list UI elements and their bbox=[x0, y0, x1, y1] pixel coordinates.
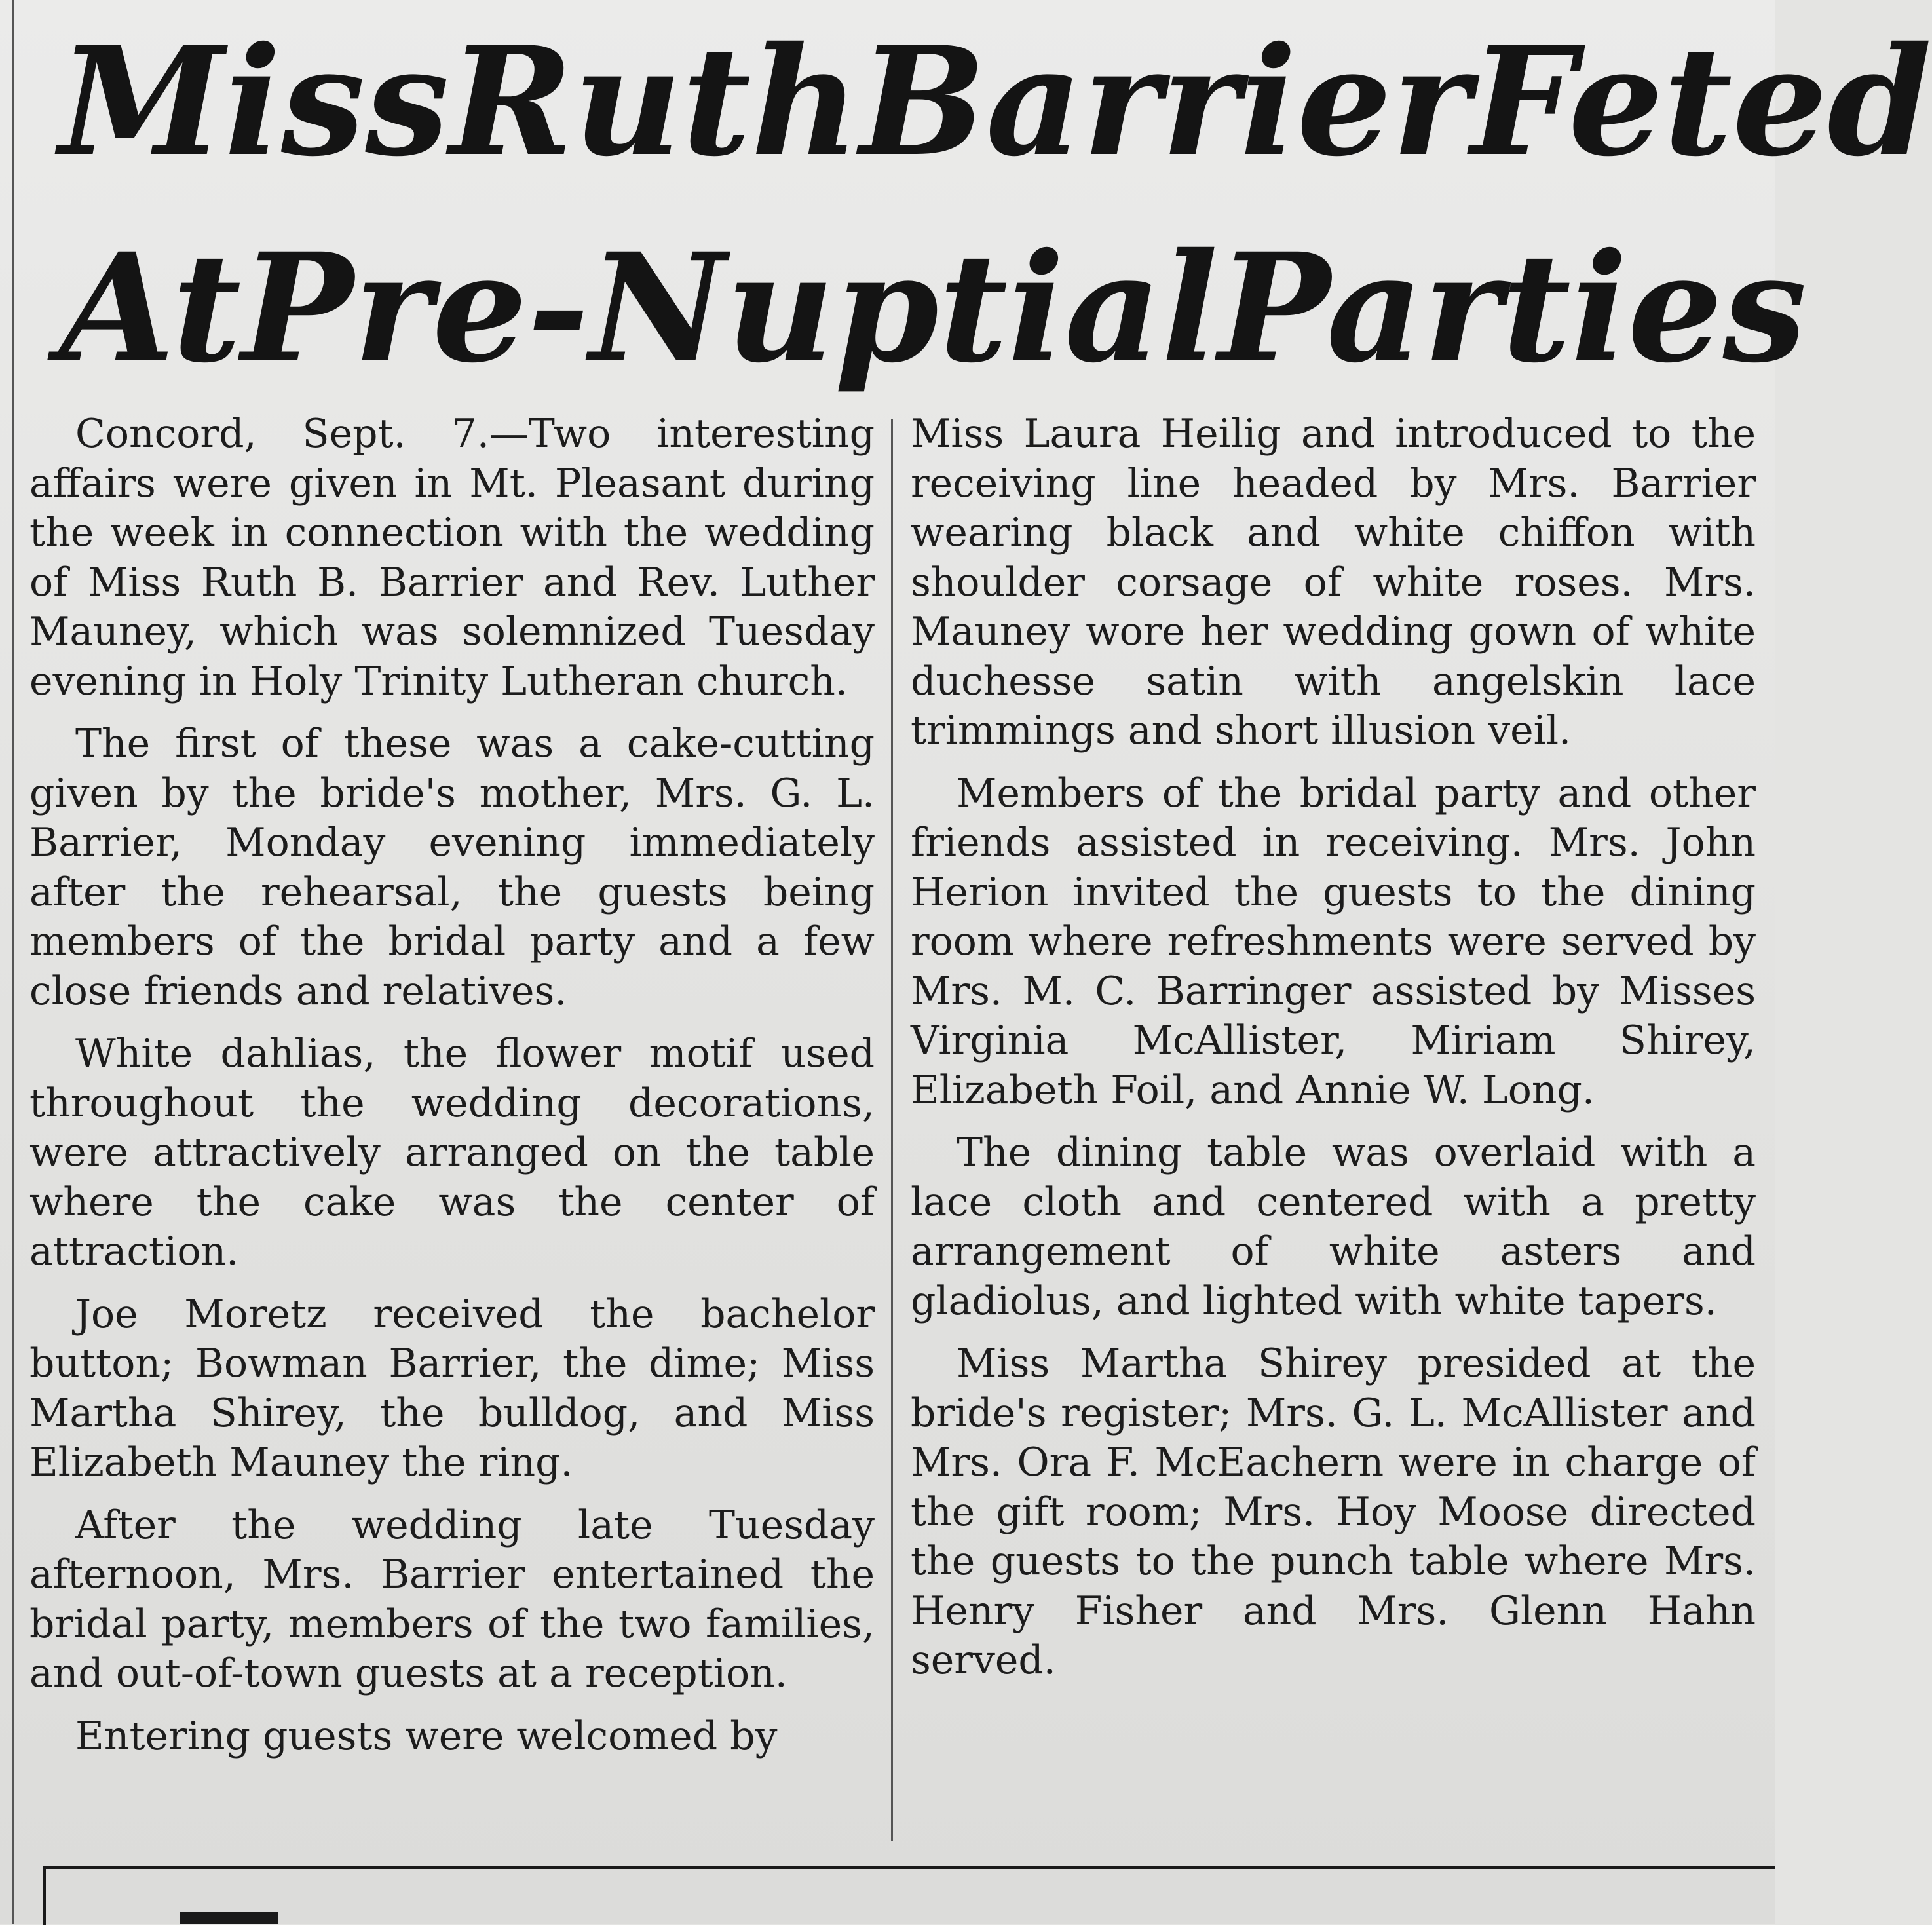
paragraph: Members of the bridal party and other friends assisted in receiving. Mrs. John Herion invited the guests to the dining room where refreshments were served by Mrs. M. C. Barringer assisted by Misses Virginia McAllister, Miriam Shirey, Elizabeth Foil, and Annie W. Long. bbox=[911, 770, 1756, 1113]
headline-word: Pre-Nuptial bbox=[241, 220, 1219, 396]
headline-line-2 bbox=[59, 220, 1807, 396]
paragraph: Joe Moretz received the bachelor button; Bowman Barrier, the dime; Miss Martha Shirey, the bulldog, and Miss Elizabeth Mauney the ring. bbox=[29, 1291, 875, 1485]
headline-word: Ruth bbox=[449, 14, 860, 189]
headline-word: At bbox=[59, 220, 242, 396]
headline-word: Miss bbox=[59, 14, 449, 189]
next-article-letter-fragment bbox=[180, 1912, 278, 1924]
headline-line-1 bbox=[59, 14, 1932, 189]
article-column-left bbox=[29, 410, 875, 1774]
paragraph: The first of these was a cake-cutting given by the bride's mother, Mrs. G. L. Barrier, Monday evening immediately after the rehearsal, the guests being members of the bridal party and a few close friends and relatives. bbox=[29, 721, 875, 1014]
paragraph: Miss Martha Shirey presided at the bride's register; Mrs. G. L. McAllister and Mrs. Ora F. McEachern were in charge of the gift room; Mrs. Hoy Moose directed the guests to the punch table where Mrs. Henry Fisher and Mrs. Glenn Hahn served. bbox=[911, 1341, 1756, 1683]
headline-word: Feted bbox=[1470, 14, 1932, 189]
article-column-right bbox=[911, 410, 1756, 1699]
headline-word: Barrier bbox=[860, 14, 1471, 189]
paragraph: Entering guests were welcomed by bbox=[75, 1713, 778, 1759]
column-divider bbox=[891, 419, 893, 1841]
headline-word: Parties bbox=[1218, 220, 1807, 396]
paragraph: White dahlias, the flower motif used throughout the wedding decorations, were attractively arranged on the table where the cake was the center of attraction. bbox=[29, 1031, 875, 1274]
paragraph-continued: Miss Laura Heilig and introduced to the receiving line headed by Mrs. Barrier wearing black and white chiffon with shoulder corsage of white roses. Mrs. Mauney wore her wedding gown of white duchesse satin with angelskin lace trimmings and short illusion veil. bbox=[911, 411, 1756, 753]
page-edge-rule bbox=[12, 0, 14, 1924]
paragraph: The dining table was overlaid with a lace cloth and centered with a pretty arrangement of white asters and gladiolus, and lighted with white tapers. bbox=[911, 1130, 1756, 1324]
next-article-border bbox=[43, 1866, 1775, 1925]
paragraph: Concord, Sept. 7.—Two interesting affairs were given in Mt. Pleasant during the week in connection with the wedding of Miss Ruth B. Barrier and Rev. Luther Mauney, which was solemnized Tuesday evening in Holy Trinity Lutheran church. bbox=[29, 411, 875, 704]
paragraph: After the wedding late Tuesday afternoon, Mrs. Barrier entertained the bridal party, members of the two families, and out-of-town guests at a reception. bbox=[29, 1502, 875, 1696]
